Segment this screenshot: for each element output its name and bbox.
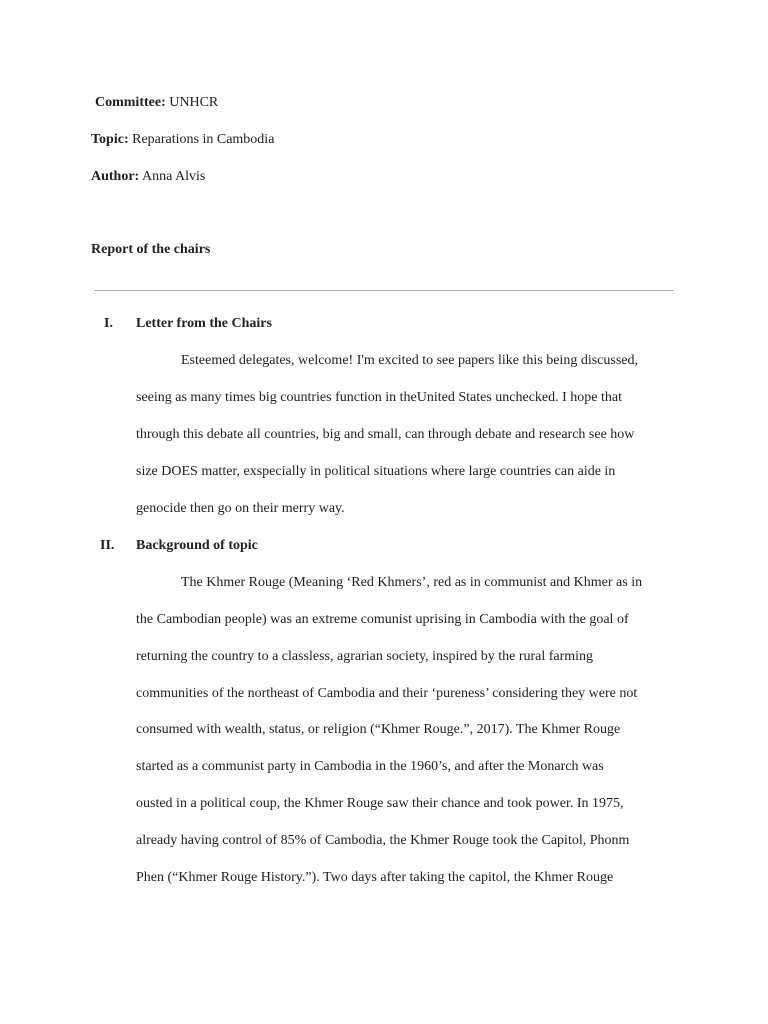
paragraph-line: Esteemed delegates, welcome! I'm excited to see papers like this being discussed, [181,353,638,368]
paragraph-line: consumed with wealth, status, or religion (“Khmer Rouge.”, 2017). The Khmer Rouge [136,722,621,737]
paragraph-line: size DOES matter, exspecially in political situations where large countries can aide in [136,464,616,479]
report-title: Report of the chairs [91,242,211,257]
author-value: Anna Alvis [141,169,206,184]
author-label: Author: [91,169,140,184]
section-heading: Background of topic [136,538,258,553]
topic-value: Reparations in Cambodia [132,132,275,147]
committee-label: Committee: [95,95,166,110]
topic-label: Topic: [91,132,129,147]
paragraph-line: Phen (“Khmer Rouge History.”). Two days after taking the capitol, the Khmer Rouge [136,870,614,885]
paragraph-line: returning the country to a classless, agrarian society, inspired by the rural farming [136,649,594,664]
paragraph-line: communities of the northeast of Cambodia and their ‘pureness’ considering they were not [136,686,638,701]
section-numeral: I. [104,316,113,331]
paragraph-line: the Cambodian people) was an extreme comunist uprising in Cambodia with the goal of [136,612,629,627]
paragraph-line: genocide then go on their merry way. [136,501,345,516]
section-numeral: II. [100,538,115,553]
topic-line [91,131,274,149]
paragraph-line: through this debate all countries, big and small, can through debate and research see how [136,427,635,442]
paragraph-line: The Khmer Rouge (Meaning ‘Red Khmers’, red as in communist and Khmer as in [181,575,643,590]
paragraph-line: already having control of 85% of Cambodia, the Khmer Rouge took the Capitol, Phonm [136,833,630,848]
paragraph-line: seeing as many times big countries function in theUnited States unchecked. I hope that [136,390,622,405]
committee-line [95,94,218,112]
paragraph-line: started as a communist party in Cambodia in the 1960’s, and after the Monarch was [136,759,604,774]
horizontal-divider [94,290,674,291]
committee-value: UNHCR [169,95,219,110]
author-line [91,168,205,186]
paragraph-line: ousted in a political coup, the Khmer Rouge saw their chance and took power. In 1975, [136,796,624,811]
section-heading: Letter from the Chairs [136,316,272,331]
